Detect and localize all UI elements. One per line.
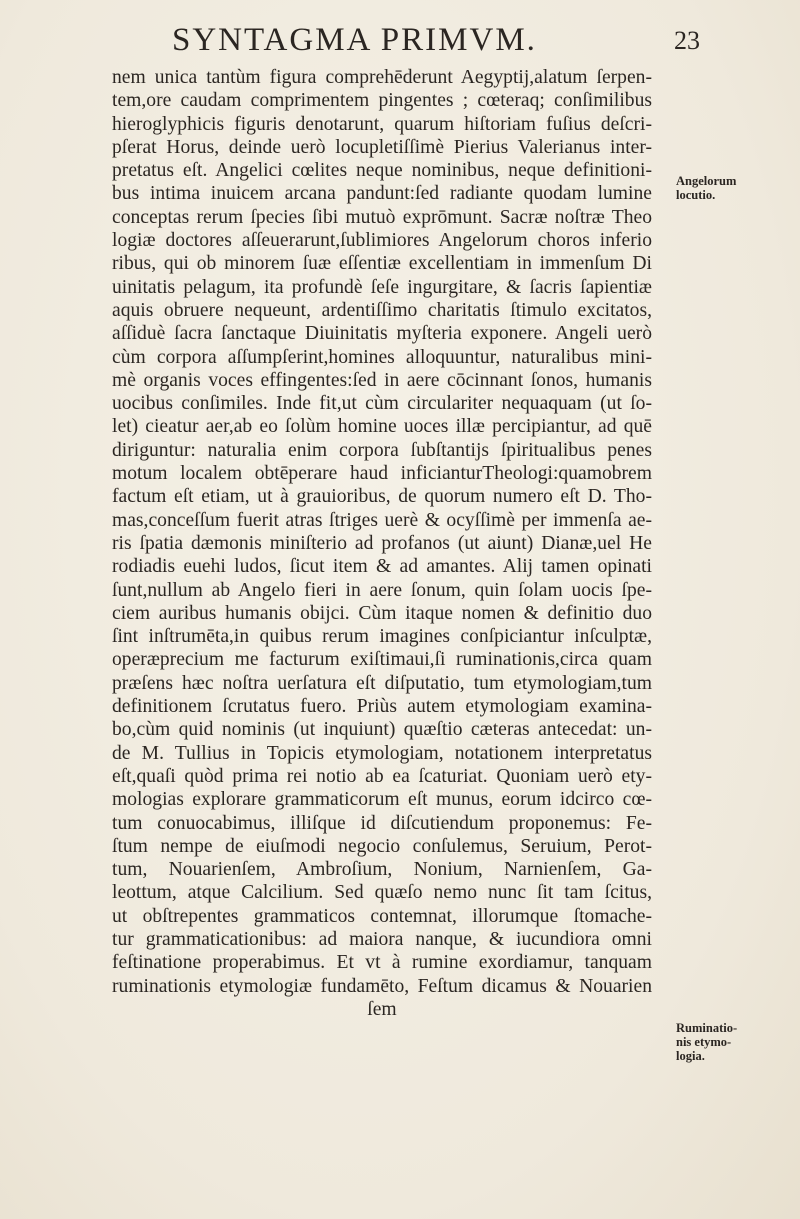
text-line: bus intima inuicem arcana pandunt:ſed radiante quodam lumine	[112, 183, 652, 205]
text-line: ſtum nempe de eiuſmodi negocio conſulemus, Seruium, Perot-	[112, 835, 652, 857]
text-line: let) cieatur aer,ab eo ſolùm homine uoces illæ percipiantur, ad quē	[112, 416, 652, 438]
running-head: SYNTAGMA PRIMVM.	[172, 22, 537, 58]
text-line: factum eſt etiam, ut à grauioribus, de quorum numero eſt D. Tho-	[112, 486, 652, 508]
text-line: ut obſtrepentes grammaticos contemnat, illorumque ſtomache-	[112, 905, 652, 927]
text-line: definitionem ſcrutatus fuero. Priùs autem etymologiam examina-	[112, 696, 652, 718]
text-line: ſem	[367, 998, 397, 1020]
text-line: aſſiduè ſacra ſanctaque Diuinitatis myſteria exponere. Angeli uerò	[112, 323, 652, 345]
text-line: leottum, atque Calcilium. Sed quæſo nemo nunc ſit tam ſcitus,	[112, 882, 652, 904]
page-number: 23	[674, 26, 700, 55]
text-line: cùm corpora aſſumpſerint,homines alloquuntur, naturalibus mini-	[112, 346, 652, 368]
text-line: uocibus conſimiles. Inde fit,ut cùm circulariter nequaquam (ut ſo-	[112, 393, 652, 415]
margin-note-ruminationis-etymologia	[676, 1021, 786, 1063]
text-line: ciem auribus humanis obijci. Cùm itaque nomen & definitio duo	[112, 602, 652, 624]
text-line: operæprecium me facturum exiſtimaui,ſi ruminationis,circa quam	[112, 649, 652, 671]
text-line: aquis obruere nequeunt, ardentiſſimo charitatis ſtimulo excitatos,	[112, 299, 652, 321]
text-line: tum conuocabimus, illiſque id diſcutiendum proponemus: Fe-	[112, 812, 652, 834]
text-line: bo,cùm quid nominis (ut inquiunt) quæſtio cæteras antecedat: un-	[112, 719, 652, 741]
text-line: uinitatis pelagum, ita profundè ſeſe ingurgitare, & ſacris ſapientiæ	[112, 276, 652, 298]
margin-note-line: Ruminatio-	[676, 1021, 738, 1035]
text-line: ris ſpatia dæmonis miniſterio ad profanos (ut aiunt) Dianæ,uel He	[112, 532, 652, 554]
margin-note-line: nis etymo-	[676, 1035, 732, 1049]
text-line: motum localem obtēperare haud inficianturTheologi:quamobrem	[112, 463, 652, 485]
text-line: pſerat Horus, deinde uerò locupletiſſimè Pierius Valerianus inter-	[112, 136, 652, 158]
text-line: rodiadis euehi ludos, ſicut item & ad amantes. Alij tamen opinati	[112, 556, 652, 578]
text-line: mè organis voces effingentes:ſed in aere cōcinnant ſonos, humanis	[112, 369, 652, 391]
text-line: eſt,quaſi quòd prima rei notio ab ea ſcaturiat. Quoniam uerò ety-	[112, 765, 652, 787]
text-line: tem,ore caudam comprimentem pingentes ; cœteraq; conſimilibus	[112, 90, 652, 112]
text-line: mologias explorare grammaticorum eſt munus, eorum idcirco cœ-	[112, 789, 652, 811]
text-line: ruminationis etymologiæ fundamēto, Feſtum dicamus & Nouarien	[112, 975, 652, 997]
text-line: feſtinatione properabimus. Et vt à rumine exordiamur, tanquam	[112, 952, 652, 974]
text-line: logiæ doctores aſſeuerarunt,ſublimiores Angelorum choros inferio	[112, 230, 652, 252]
text-line: de M. Tullius in Topicis etymologiam, notationem interpretatus	[112, 742, 652, 764]
margin-note-line: locutio.	[676, 188, 716, 202]
margin-note-line: logia.	[676, 1049, 705, 1063]
text-line: nem unica tantùm figura comprehēderunt Aegyptij,alatum ſerpen-	[112, 67, 652, 88]
text-line: tur grammaticationibus: ad maiora nanque, & iucundiora omni	[112, 928, 652, 950]
text-line: hieroglyphicis figuris denotarunt, quarum hiſtoriam fuſius deſcri-	[112, 113, 652, 135]
body-text	[112, 66, 652, 1021]
text-line: præſens hæc noſtra uerſatura eſt diſputatio, tum etymologiam,tum	[112, 672, 652, 694]
margin-note-angelorum-locutio	[676, 174, 786, 202]
text-line: pretatus eſt. Angelici cœlites neque nominibus, neque definitioni-	[112, 160, 652, 182]
margin-note-line: Angelorum	[676, 174, 737, 188]
page-header	[120, 16, 700, 60]
text-line: ſint inſtrumēta,in quibus rerum imagines conſpiciantur inſculptæ,	[112, 626, 652, 648]
text-line: ribus, qui ob minorem ſuæ eſſentiæ excellentiam in immenſum Di	[112, 253, 652, 275]
text-line: conceptas rerum ſpecies ſibi mutuò exprōmunt. Sacræ noſtræ Theo	[112, 206, 652, 228]
text-line: mas,conceſſum fuerit atras ſtriges uerè & ocyſſimè per immenſa ae-	[112, 509, 652, 531]
text-line: diriguntur: naturalia enim corpora ſubſtantijs ſpiritualibus penes	[112, 439, 652, 461]
text-line: tum, Nouarienſem, Ambroſium, Nonium, Narnienſem, Ga-	[112, 859, 652, 881]
text-line: ſunt,nullum ab Angelo fieri in aere ſonum, quin ſolam uocis ſpe-	[112, 579, 652, 601]
